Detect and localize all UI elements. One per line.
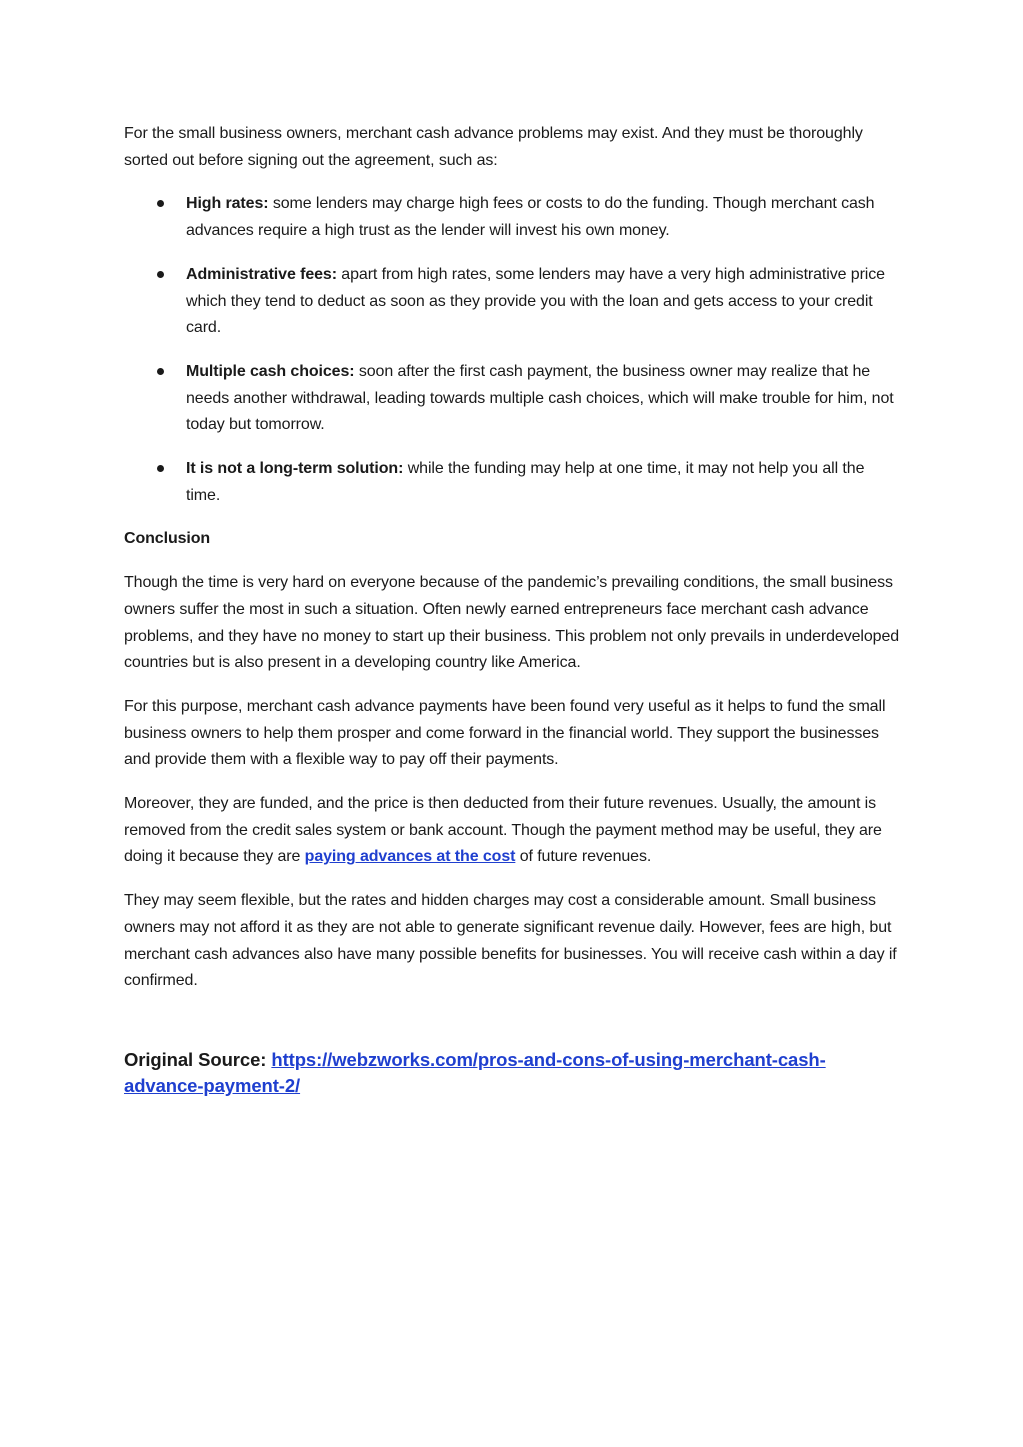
list-item-title: Multiple cash choices: (186, 362, 355, 380)
list-item-text: some lenders may charge high fees or costs to do the funding. Though merchant cash advances require a high trust as the lender will invest his own money. (186, 195, 875, 240)
conclusion-paragraph-2: For this purpose, merchant cash advance payments have been found very useful as it helps to fund the small business owners to help them prosper and come forward in the financial world. They support the businesses and provide them with a flexible way to pay off their payments. (124, 697, 886, 769)
conclusion-paragraph-4: They may seem flexible, but the rates and hidden charges may cost a considerable amount. Small business owners may not afford it as they are not able to generate significant revenue daily. However, fees are high, but merchant cash advances also have many possible benefits for businesses. You will receive cash within a day if confirmed. (124, 892, 897, 990)
intro-paragraph: For the small business owners, merchant cash advance problems may exist. And they must be thoroughly sorted out before signing out the agreement, such as: (124, 125, 863, 169)
list-item-title: Administrative fees: (186, 265, 337, 283)
document-content (124, 121, 900, 1099)
paragraph-text: Moreover, they are funded, and the price is then deducted from their future revenues. Usually, the amount is removed from the credit sales system or bank account. Though the payment method may be useful, they are doing it because they are (124, 795, 882, 866)
original-source (124, 1047, 900, 1099)
issues-list (124, 191, 900, 509)
bullet-icon (157, 200, 164, 207)
list-item-text: soon after the first cash payment, the business owner may realize that he needs another withdrawal, leading towards multiple cash choices, which will make trouble for him, not today but tomorrow. (186, 362, 894, 434)
list-item-multiple-cash-choices (124, 359, 900, 439)
source-link[interactable]: https://webzworks.com/pros-and-cons-of-using-merchant-cash-advance-payment-2/ (124, 1048, 826, 1096)
conclusion-heading: Conclusion (124, 530, 211, 548)
list-item-high-rates (124, 191, 900, 244)
list-item-text: while the funding may help at one time, it may not help you all the time. (186, 460, 865, 504)
conclusion-paragraph-3 (124, 791, 900, 871)
paragraph-text: of future revenues. (515, 848, 652, 866)
source-label: Original Source: (124, 1048, 267, 1070)
bullet-icon (157, 271, 164, 278)
list-item-administrative-fees (124, 262, 900, 342)
list-item-text: apart from high rates, some lenders may have a very high administrative price which they tend to deduct as soon as they provide you with the loan and gets access to your credit card. (186, 265, 885, 337)
bullet-icon (157, 465, 164, 472)
list-item-not-long-term (124, 456, 900, 509)
list-item-title: High rates: (186, 195, 269, 213)
list-item-title: It is not a long-term solution: (186, 460, 404, 478)
bullet-icon (157, 368, 164, 375)
conclusion-paragraph-1: Though the time is very hard on everyone because of the pandemic’s prevailing conditions, the small business owners suffer the most in such a situation. Often newly earned entrepreneurs face merchant cash advance problems, and they have no money to start up their business. This problem not only prevails in underdeveloped countries but is also present in a developing country like America. (124, 574, 900, 672)
paying-advances-link[interactable]: paying advances at the cost (304, 848, 516, 866)
